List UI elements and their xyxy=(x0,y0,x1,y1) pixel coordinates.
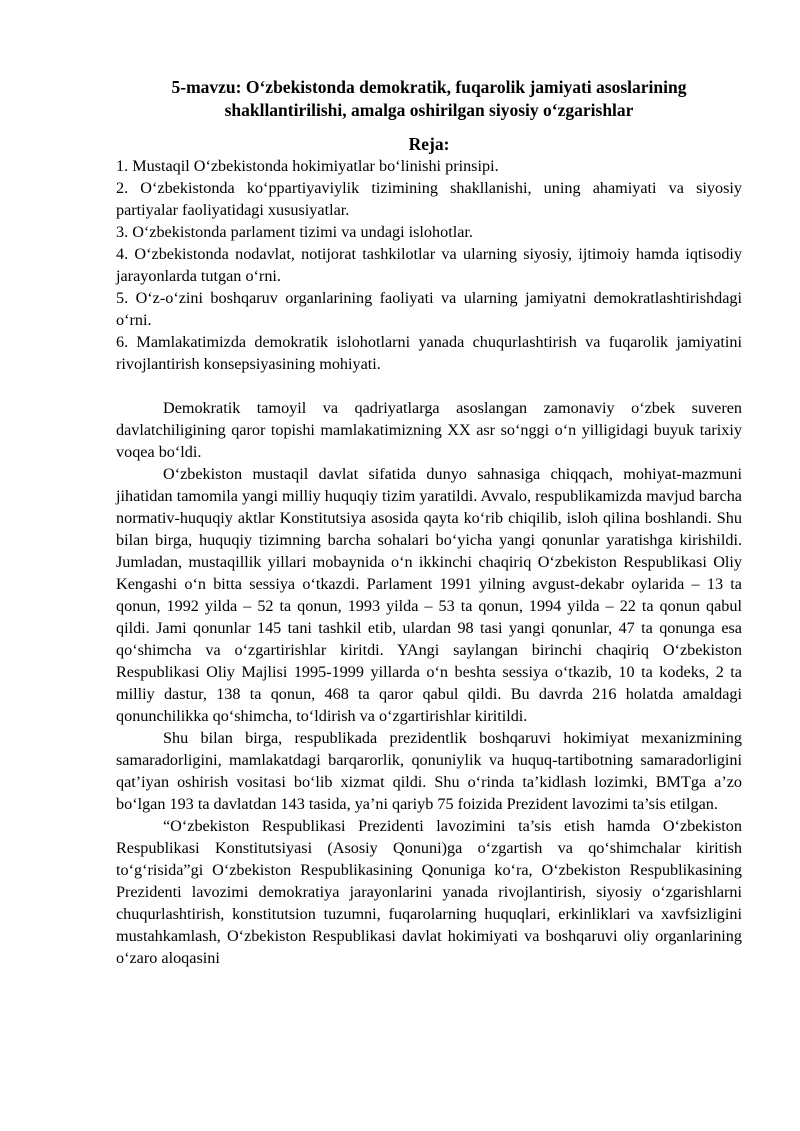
document-page xyxy=(116,76,742,969)
plan-item-5: 5. O‘z-o‘zini boshqaruv organlarining faoliyati va ularning jamiyatni demokratlashtirishdagi o‘rni. xyxy=(116,289,742,329)
plan-item-3: 3. O‘zbekistonda parlament tizimi va undagi islohotlar. xyxy=(116,223,473,241)
paragraph-3: Shu bilan birga, respublikada prezidentlik boshqaruvi hokimiyat mexanizmining samaradorligini, mamlakatdagi barqarorlik, qonuniylik va huquq-tartibotning samaradorligini qat’iyan oshirish vositasi bo‘lib xizmat qildi. Shu o‘rinda ta’kidlash lozimki, BMTga a’zo bo‘lgan 193 ta davlatdan 143 tasida, ya’ni qariyb 75 foizida Prezident lavozimi ta’sis etilgan. xyxy=(116,729,742,813)
paragraph-1: Demokratik tamoyil va qadriyatlarga asoslangan zamonaviy o‘zbek suveren davlatchiligining qaror topishi mamlakatimizning XX asr so‘nggi o‘n yilligidagi buyuk tarixiy voqea bo‘ldi. xyxy=(116,399,742,461)
paragraph-2: O‘zbekiston mustaqil davlat sifatida dunyo sahnasiga chiqqach, mohiyat-mazmuni jihatidan tamomila yangi milliy huquqiy tizim yaratildi. Avvalo, respublikamizda mavjud barcha normativ-huquqiy aktlar Konstitutsiya asosida qayta ko‘rib chiqilib, isloh qilina boshlandi. Shu bilan birga, huquqiy tizimning barcha sohalari bo‘yicha yangi qonunlar yaratishga kirishildi. Jumladan, mustaqillik yillari mobaynida o‘n ikkinchi chaqiriq O‘zbekiston Respublikasi Oliy Kengashi o‘n bitta sessiya o‘tkazdi. Parlament 1991 yilning avgust-dekabr oylarida – 13 ta qonun, 1992 yilda – 52 ta qonun, 1993 yilda – 53 ta qonun, 1994 yilda – 22 ta qonun qabul qildi. Jami qonunlar 145 tani tashkil etib, ulardan 98 tasi yangi qonunlar, 47 ta qonunga esa qo‘shimcha va o‘zgartirishlar kiritdi. YAngi saylangan birinchi chaqiriq O‘zbekiston Respublikasi Oliy Majlisi 1995-1999 yillarda o‘n beshta sessiya o‘tkazib, 10 ta kodeks, 2 ta milliy dastur, 138 ta qonun, 468 ta qaror qabul qildi. Bu davrda 216 holatda amaldagi qonunchilikka qo‘shimcha, to‘ldirish va o‘zgartirishlar kiritildi. xyxy=(116,465,742,725)
plan-heading: Reja: xyxy=(408,134,450,154)
body-text xyxy=(116,397,742,969)
title-line-2: shakllantirilishi, amalga oshirilgan siyosiy o‘zgarishlar xyxy=(224,100,634,120)
plan-list xyxy=(116,155,742,375)
plan-item-2: 2. O‘zbekistonda ko‘ppartiyaviylik tizimining shakllanishi, uning ahamiyati va siyosiy partiyalar faoliyatidagi xususiyatlar. xyxy=(116,179,742,219)
plan-item-6: 6. Mamlakatimizda demokratik islohotlarni yanada chuqurlashtirish va fuqarolik jamiyatini rivojlantirish konsepsiyasining mohiyati. xyxy=(116,333,742,373)
paragraph-4: “O‘zbekiston Respublikasi Prezidenti lavozimini ta’sis etish hamda O‘zbekiston Respublikasi Konstitutsiyasi (Asosiy Qonuni)ga o‘zgartish va qo‘shimchalar kiritish to‘g‘risida”gi O‘zbekiston Respublikasining Qonuniga ko‘ra, O‘zbekiston Respublikasining Prezidenti lavozimi demokratiya jarayonlarini yanada rivojlantirish, siyosiy o‘zgarishlarni chuqurlashtirish, konstitutsion tuzumni, fuqarolarning huquqlari, erkinliklari va xavfsizligini mustahkamlash, O‘zbekiston Respublikasi davlat hokimiyati va boshqaruvi oliy organlarining o‘zaro aloqasini xyxy=(116,817,742,967)
title-line-1: 5-mavzu: O‘zbekistonda demokratik, fuqarolik jamiyati asoslarining xyxy=(171,77,687,97)
document-title xyxy=(116,76,742,122)
plan-item-4: 4. O‘zbekistonda nodavlat, notijorat tashkilotlar va ularning siyosiy, ijtimoiy hamda iqtisodiy jarayonlarda tutgan o‘rni. xyxy=(116,245,742,285)
plan-item-1: 1. Mustaqil O‘zbekistonda hokimiyatlar bo‘linishi prinsipi. xyxy=(116,157,499,175)
